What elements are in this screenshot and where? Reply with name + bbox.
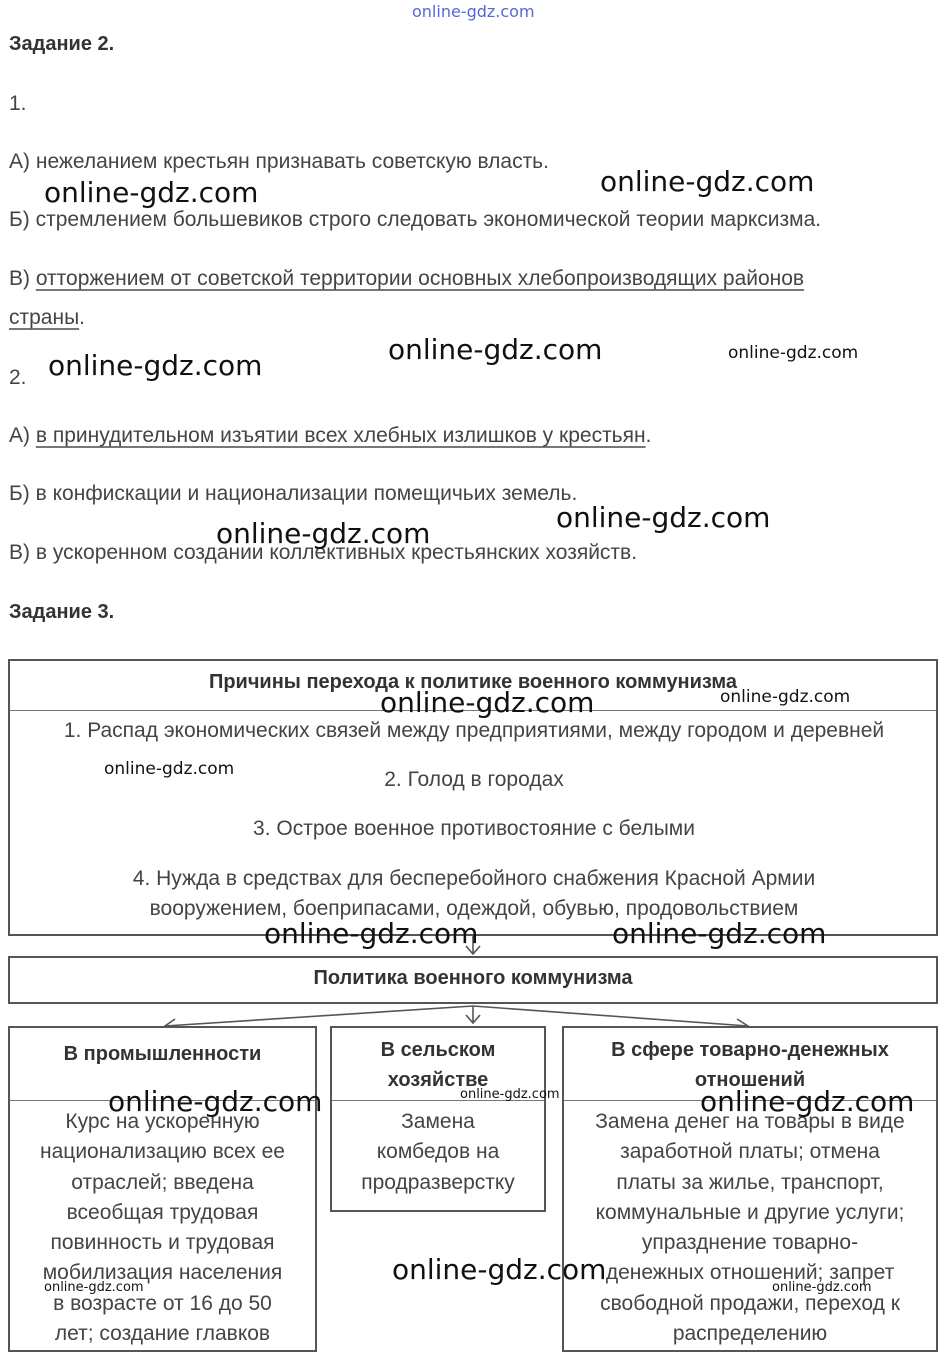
trade-title-line: В сфере товарно-денежных bbox=[611, 1039, 889, 1061]
q2-option-b-prefix: Б) bbox=[9, 482, 30, 505]
watermark: online-gdz.com bbox=[44, 1280, 144, 1295]
industry-line: Курс на ускоренную bbox=[65, 1110, 260, 1133]
q1-option-b-text: стремлением большевиков строго следовать экономической теории марксизма. bbox=[35, 208, 822, 231]
trade-line: платы за жилье, транспорт, bbox=[616, 1170, 884, 1194]
trade-line: распределению bbox=[672, 1322, 828, 1346]
industry-text bbox=[10, 1107, 315, 1349]
causes-title: Причины перехода к политике военного коммунизма bbox=[208, 671, 738, 693]
q2-number: 2. bbox=[9, 366, 27, 389]
q1-option-c-text-line2: страны bbox=[9, 306, 80, 329]
q1-option-a-prefix: А) bbox=[9, 150, 30, 173]
industry-line: национализацию всех ее bbox=[40, 1140, 285, 1164]
agriculture-line: продразверстку bbox=[361, 1170, 515, 1194]
trade-line: свободной продажи, переход к bbox=[600, 1291, 900, 1315]
cause-item-3: 3. Острое военное противостояние с белыми bbox=[253, 817, 695, 840]
industry-box bbox=[8, 1026, 317, 1352]
watermark: online-gdz.com bbox=[728, 343, 859, 363]
trade-line: упразднение товарно- bbox=[641, 1231, 859, 1255]
q2-option-a bbox=[9, 424, 651, 448]
watermark: online-gdz.com bbox=[44, 176, 259, 209]
industry-line: отраслей; введена bbox=[71, 1170, 254, 1194]
watermark: online-gdz.com bbox=[600, 165, 815, 198]
trade-line: денежных отношений; запрет bbox=[605, 1261, 895, 1285]
arrow-to-industry bbox=[165, 1006, 473, 1026]
watermark: online-gdz.com bbox=[48, 349, 263, 382]
trade-box bbox=[562, 1026, 938, 1352]
task2-heading: Задание 2. bbox=[9, 33, 115, 55]
industry-line: всеобщая трудовая bbox=[66, 1200, 259, 1224]
trade-text bbox=[564, 1107, 936, 1349]
watermark: online-gdz.com bbox=[460, 1087, 560, 1102]
watermark: online-gdz.com bbox=[392, 1253, 607, 1286]
q1-option-b bbox=[9, 208, 821, 232]
q2-option-b-text: в конфискации и национализации помещичьих земель. bbox=[35, 482, 578, 505]
agriculture-line: комбедов на bbox=[376, 1140, 500, 1164]
agriculture-line: Замена bbox=[401, 1110, 475, 1133]
task3-heading: Задание 3. bbox=[9, 601, 115, 623]
watermark: online-gdz.com bbox=[108, 1085, 323, 1118]
industry-line: в возрасте от 16 до 50 bbox=[53, 1291, 272, 1315]
trade-title-line: отношений bbox=[694, 1069, 806, 1091]
agriculture-title-line: хозяйстве bbox=[387, 1069, 489, 1091]
agriculture-title-line: В сельском bbox=[380, 1039, 496, 1061]
trade-line: коммунальные и другие услуги; bbox=[595, 1200, 905, 1224]
q2-option-c-prefix: В) bbox=[9, 541, 30, 564]
watermark: online-gdz.com bbox=[264, 917, 479, 950]
q2-option-b bbox=[9, 482, 577, 506]
q1-option-b-prefix: Б) bbox=[9, 208, 30, 231]
cause-item-4-line1: 4. Нужда в средствах для бесперебойного снабжения Красной Армии bbox=[132, 867, 816, 890]
industry-line: лет; создание главков bbox=[54, 1322, 271, 1346]
q2-option-a-prefix: А) bbox=[9, 424, 30, 447]
watermark: online-gdz.com bbox=[388, 333, 603, 366]
q2-option-a-text: в принудительном изъятии всех хлебных излишков у крестьян bbox=[35, 424, 646, 447]
agriculture-title bbox=[332, 1035, 544, 1095]
q1-option-a-text: нежеланием крестьян признавать советскую власть. bbox=[35, 150, 549, 173]
agriculture-box bbox=[330, 1026, 546, 1212]
watermark: online-gdz.com bbox=[104, 759, 235, 779]
policy-box bbox=[8, 956, 938, 1004]
trade-line: заработной платы; отмена bbox=[620, 1140, 880, 1164]
site-header-watermark: online-gdz.com bbox=[412, 2, 535, 21]
watermark: online-gdz.com bbox=[612, 917, 827, 950]
q1-option-c bbox=[9, 267, 804, 291]
q1-option-c-prefix: В) bbox=[9, 267, 30, 290]
arrow-to-trade bbox=[473, 1006, 748, 1026]
watermark: online-gdz.com bbox=[720, 687, 851, 707]
watermark: online-gdz.com bbox=[556, 501, 771, 534]
trade-line: Замена денег на товары в виде bbox=[595, 1110, 905, 1133]
watermark: online-gdz.com bbox=[772, 1280, 872, 1295]
q1-option-a bbox=[9, 150, 549, 174]
q2-option-c-text: в ускоренном создании коллективных крестьянских хозяйств. bbox=[35, 541, 638, 564]
watermark: online-gdz.com bbox=[216, 517, 431, 550]
q1-option-c-text-line1: отторжением от советской территории основных хлебопроизводящих районов bbox=[35, 267, 805, 290]
industry-line: повинность и трудовая bbox=[50, 1231, 275, 1255]
industry-line: мобилизация населения bbox=[42, 1261, 283, 1285]
cause-item-2: 2. Голод в городах bbox=[384, 768, 564, 791]
watermark: online-gdz.com bbox=[700, 1085, 915, 1118]
industry-title: В промышленности bbox=[63, 1043, 262, 1065]
q2-option-a-end: . bbox=[645, 424, 652, 447]
cause-item-4-line2: вооружением, боеприпасами, одеждой, обувью, продовольствием bbox=[149, 897, 799, 920]
q1-number: 1. bbox=[9, 92, 27, 115]
q1-option-c-end: . bbox=[79, 306, 86, 329]
agriculture-text bbox=[332, 1107, 544, 1198]
policy-title: Политика военного коммунизма bbox=[313, 967, 633, 989]
q1-option-c-cont bbox=[9, 306, 85, 330]
watermark: online-gdz.com bbox=[380, 686, 595, 719]
cause-item-1: 1. Распад экономических связей между предприятиями, между городом и деревней bbox=[63, 719, 885, 742]
